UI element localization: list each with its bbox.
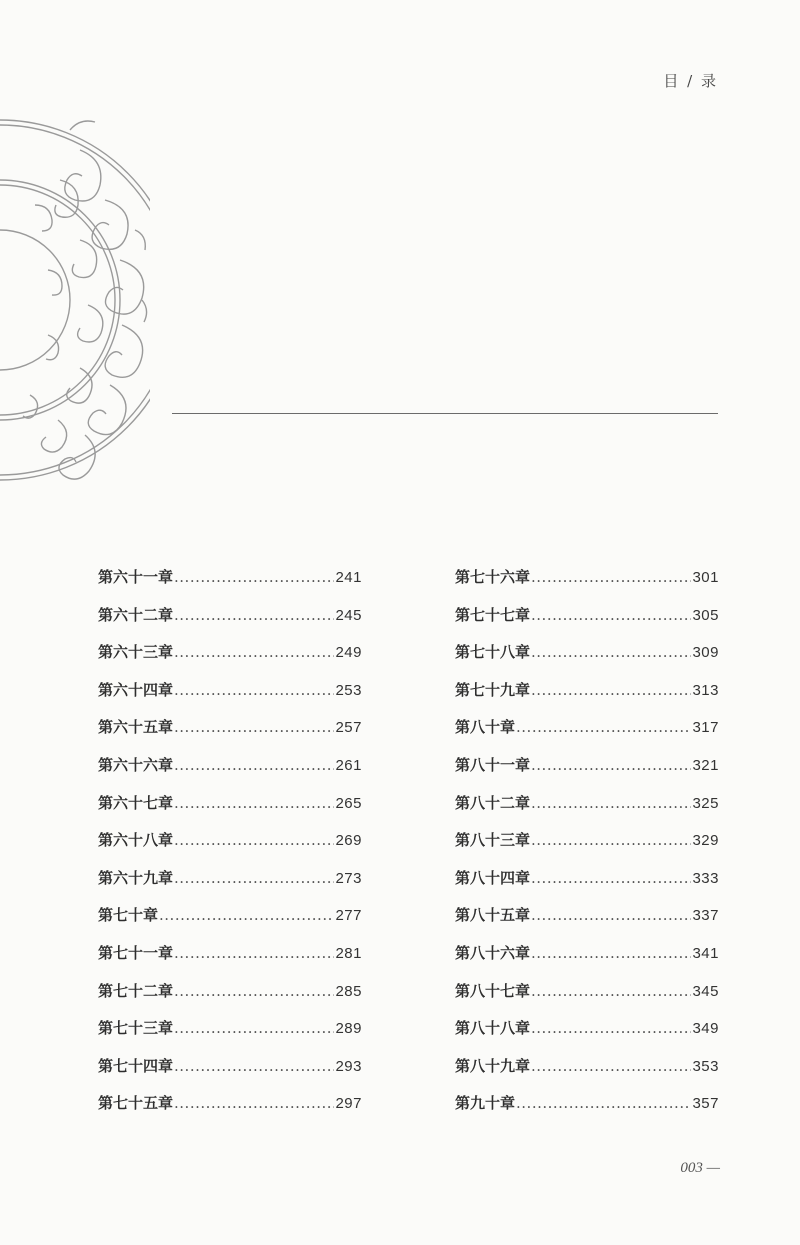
dot-leader — [531, 831, 691, 849]
dot-leader — [174, 982, 334, 1000]
chapter-title: 第八十五章 — [455, 906, 531, 925]
dot-leader — [516, 1094, 691, 1112]
chapter-page-number: 317 — [692, 719, 719, 737]
chapter-title: 第八十二章 — [455, 793, 531, 812]
chapter-title: 第六十二章 — [98, 605, 174, 624]
toc-entry[interactable] — [98, 754, 362, 792]
dot-leader — [531, 643, 691, 661]
chapter-title: 第七十四章 — [98, 1056, 174, 1075]
dot-leader — [531, 944, 691, 962]
running-head: 目 / 录 — [663, 72, 718, 90]
chapter-page-number: 265 — [335, 794, 362, 812]
chapter-page-number: 313 — [692, 681, 719, 699]
toc-column-left — [98, 566, 362, 1130]
chapter-title: 第八十一章 — [455, 755, 531, 774]
chapter-page-number: 281 — [335, 944, 362, 962]
toc-entry[interactable] — [455, 942, 719, 980]
chapter-title: 第七十八章 — [455, 643, 531, 662]
chapter-page-number: 269 — [335, 832, 362, 850]
dot-leader — [174, 718, 334, 736]
chapter-page-number: 245 — [335, 606, 362, 624]
dot-leader — [174, 944, 334, 962]
toc-entry[interactable] — [98, 829, 362, 867]
dot-leader — [531, 906, 691, 924]
dot-leader — [174, 681, 334, 699]
toc-entry[interactable] — [455, 566, 719, 604]
toc-entry[interactable] — [98, 566, 362, 604]
chapter-page-number: 305 — [692, 606, 719, 624]
toc-entry[interactable] — [455, 1092, 719, 1130]
chapter-title: 第六十八章 — [98, 831, 174, 850]
dot-leader — [174, 1019, 334, 1037]
chapter-title: 第七十六章 — [455, 568, 531, 586]
dot-leader — [174, 643, 334, 661]
chapter-title: 第七十七章 — [455, 605, 531, 624]
dot-leader — [174, 1057, 334, 1075]
dot-leader — [174, 1094, 334, 1112]
chapter-title: 第八十七章 — [455, 981, 531, 1000]
chapter-page-number: 293 — [335, 1057, 362, 1075]
chapter-page-number: 253 — [335, 681, 362, 699]
chapter-page-number: 341 — [692, 944, 719, 962]
chapter-page-number: 329 — [692, 832, 719, 850]
dot-leader — [531, 681, 691, 699]
chapter-title: 第六十五章 — [98, 718, 174, 737]
dot-leader — [174, 756, 334, 774]
toc-entry[interactable] — [455, 604, 719, 642]
toc-column-right — [455, 566, 719, 1130]
chapter-title: 第七十章 — [98, 906, 159, 925]
chapter-page-number: 333 — [692, 869, 719, 887]
toc-entry[interactable] — [98, 679, 362, 717]
dot-leader — [531, 1019, 691, 1037]
dot-leader — [531, 606, 691, 624]
chapter-page-number: 321 — [692, 756, 719, 774]
chapter-title: 第八十六章 — [455, 943, 531, 962]
chapter-title: 第六十三章 — [98, 643, 174, 662]
chapter-title: 第八十八章 — [455, 1019, 531, 1038]
toc-entry[interactable] — [455, 679, 719, 717]
chapter-title: 第七十三章 — [98, 1019, 174, 1038]
chapter-title: 第八十三章 — [455, 831, 531, 850]
toc-entry[interactable] — [98, 604, 362, 642]
chapter-page-number: 261 — [335, 756, 362, 774]
chapter-page-number: 301 — [692, 569, 719, 586]
chapter-title: 第七十九章 — [455, 680, 531, 699]
chapter-page-number: 325 — [692, 794, 719, 812]
dot-leader — [531, 869, 691, 887]
chapter-page-number: 241 — [335, 569, 362, 586]
toc-entry[interactable] — [455, 829, 719, 867]
toc-entry[interactable] — [455, 641, 719, 679]
dot-leader — [174, 606, 334, 624]
chapter-page-number: 353 — [692, 1057, 719, 1075]
chapter-page-number: 345 — [692, 982, 719, 1000]
dot-leader — [174, 794, 334, 812]
toc-entry[interactable] — [98, 792, 362, 830]
chapter-title: 第九十章 — [455, 1094, 516, 1113]
chapter-title: 第七十二章 — [98, 981, 174, 1000]
toc-entry[interactable] — [455, 980, 719, 1018]
chapter-page-number: 289 — [335, 1020, 362, 1038]
toc-entry[interactable] — [455, 1017, 719, 1055]
chapter-page-number: 357 — [692, 1095, 719, 1113]
chapter-page-number: 337 — [692, 907, 719, 925]
dot-leader — [174, 568, 334, 586]
toc-entry[interactable] — [455, 792, 719, 830]
chapter-title: 第八十四章 — [455, 868, 531, 887]
toc-entry[interactable] — [98, 641, 362, 679]
dot-leader — [531, 568, 691, 586]
dot-leader — [531, 1057, 691, 1075]
chapter-title: 第六十一章 — [98, 568, 174, 586]
chapter-title: 第八十九章 — [455, 1056, 531, 1075]
toc-entry[interactable] — [455, 904, 719, 942]
toc-entry[interactable] — [98, 980, 362, 1018]
header-rule — [172, 413, 718, 414]
chapter-title: 第六十七章 — [98, 793, 174, 812]
chapter-title: 第六十九章 — [98, 868, 174, 887]
chapter-page-number: 277 — [335, 907, 362, 925]
toc-entry[interactable] — [455, 716, 719, 754]
toc-entry[interactable] — [98, 904, 362, 942]
dot-leader — [516, 718, 691, 736]
cloud-scroll-ornament-icon — [0, 110, 150, 490]
chapter-page-number: 297 — [335, 1095, 362, 1113]
page-number: 003 — — [680, 1160, 720, 1176]
chapter-page-number: 257 — [335, 719, 362, 737]
dot-leader — [531, 982, 691, 1000]
chapter-title: 第七十五章 — [98, 1094, 174, 1113]
dot-leader — [531, 794, 691, 812]
chapter-page-number: 273 — [335, 869, 362, 887]
chapter-title: 第七十一章 — [98, 943, 174, 962]
toc-entry[interactable] — [98, 716, 362, 754]
dot-leader — [174, 831, 334, 849]
dot-leader — [174, 869, 334, 887]
chapter-title: 第六十六章 — [98, 755, 174, 774]
chapter-page-number: 285 — [335, 982, 362, 1000]
toc-entry[interactable] — [98, 1055, 362, 1093]
dot-leader — [159, 906, 334, 924]
toc-entry[interactable] — [455, 867, 719, 905]
chapter-page-number: 309 — [692, 644, 719, 662]
chapter-title: 第六十四章 — [98, 680, 174, 699]
toc-entry[interactable] — [455, 754, 719, 792]
toc-entry[interactable] — [98, 942, 362, 980]
chapter-page-number: 249 — [335, 644, 362, 662]
chapter-title: 第八十章 — [455, 718, 516, 737]
toc-entry[interactable] — [98, 867, 362, 905]
toc-entry[interactable] — [455, 1055, 719, 1093]
chapter-page-number: 349 — [692, 1020, 719, 1038]
toc-entry[interactable] — [98, 1017, 362, 1055]
toc-entry[interactable] — [98, 1092, 362, 1130]
dot-leader — [531, 756, 691, 774]
